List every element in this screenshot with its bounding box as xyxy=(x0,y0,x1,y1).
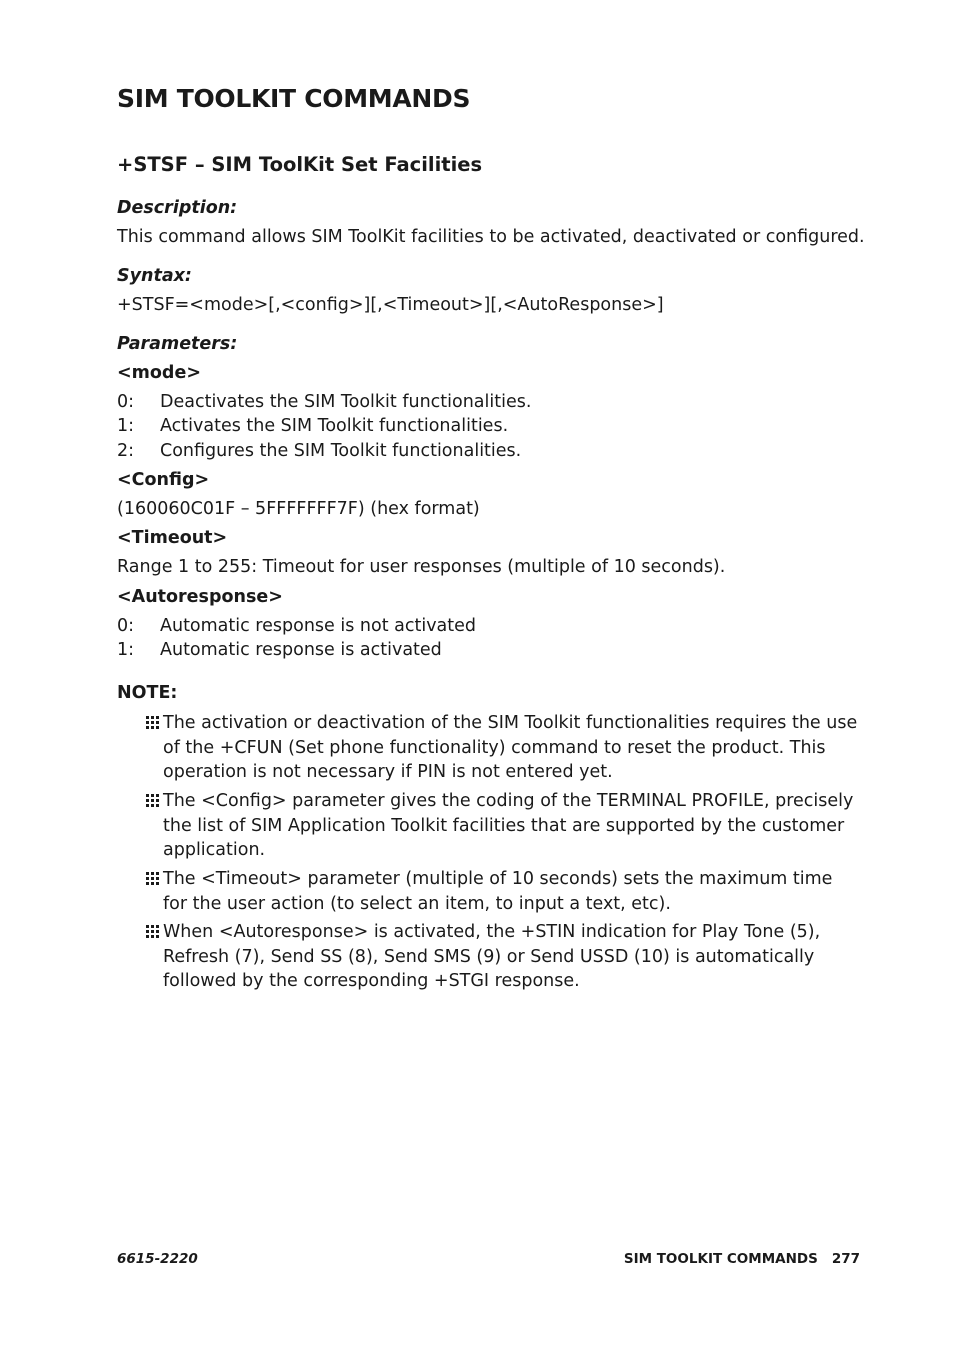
mode-item-number: 1: xyxy=(117,416,135,436)
autoresponse-item-text: Automatic response is activated xyxy=(160,640,442,660)
mode-item-number: 2: xyxy=(117,441,135,461)
mode-item xyxy=(117,392,531,412)
mode-item xyxy=(117,416,508,436)
autoresponse-item xyxy=(117,640,442,660)
mode-item-text: Activates the SIM Toolkit functionalities. xyxy=(160,416,509,436)
syntax-label: Syntax: xyxy=(117,266,192,286)
note-item xyxy=(146,789,858,863)
note-text: When <Autoresponse> is activated, the +STIN indication for Play Tone (5), Refresh (7), Send SS (8), Send SMS (9) or Send USSD (10) is automatically followed by the corresponding +STGI response. xyxy=(163,922,821,991)
description-text: This command allows SIM ToolKit facilities to be activated, deactivated or configured. xyxy=(117,227,865,247)
note-item xyxy=(146,920,858,994)
command-title: +STSF – SIM ToolKit Set Facilities xyxy=(117,153,483,176)
note-item xyxy=(146,867,858,916)
param-mode-name: <mode> xyxy=(117,363,201,383)
param-autoresponse-name: <Autoresponse> xyxy=(117,587,283,607)
note-item xyxy=(146,711,858,785)
note-label: NOTE: xyxy=(117,683,178,703)
chapter-title: SIM TOOLKIT COMMANDS xyxy=(117,84,471,113)
dot-grid-bullet-icon xyxy=(146,925,159,938)
footer-doc-number: 6615-2220 xyxy=(117,1251,198,1267)
footer-section-title: SIM TOOLKIT COMMANDS xyxy=(623,1251,818,1267)
mode-item-number: 0: xyxy=(117,392,135,412)
syntax-text: +STSF=<mode>[,<config>][,<Timeout>][,<AutoResponse>] xyxy=(117,295,664,315)
param-timeout-text: Range 1 to 255: Timeout for user responses (multiple of 10 seconds). xyxy=(117,557,726,577)
mode-item-text: Deactivates the SIM Toolkit functionalities. xyxy=(160,392,532,412)
autoresponse-item-number: 1: xyxy=(117,640,135,660)
param-config-name: <Config> xyxy=(117,470,210,490)
description-label: Description: xyxy=(117,198,238,218)
note-text: The <Config> parameter gives the coding of the TERMINAL PROFILE, precisely the list of SIM Application Toolkit facilities that are supported by the customer application. xyxy=(163,791,854,860)
mode-item xyxy=(117,441,521,461)
dot-grid-bullet-icon xyxy=(146,794,159,807)
param-timeout-name: <Timeout> xyxy=(117,528,228,548)
autoresponse-item-number: 0: xyxy=(117,616,135,636)
dot-grid-bullet-icon xyxy=(146,872,159,885)
note-text: The activation or deactivation of the SIM Toolkit functionalities requires the use of the +CFUN (Set phone functionality) command to reset the product. This operation is not necessary if PIN is not entered yet. xyxy=(163,713,858,782)
parameters-label: Parameters: xyxy=(117,334,238,354)
footer-page-number: 277 xyxy=(831,1251,860,1267)
autoresponse-item-text: Automatic response is not activated xyxy=(160,616,477,636)
note-text: The <Timeout> parameter (multiple of 10 seconds) sets the maximum time for the user action (to select an item, to input a text, etc). xyxy=(163,869,833,914)
footer-section xyxy=(624,1251,860,1267)
mode-item-text: Configures the SIM Toolkit functionalities. xyxy=(160,441,522,461)
autoresponse-item xyxy=(117,616,476,636)
param-config-text: (160060C01F – 5FFFFFFF7F) (hex format) xyxy=(117,499,480,519)
dot-grid-bullet-icon xyxy=(146,716,159,729)
